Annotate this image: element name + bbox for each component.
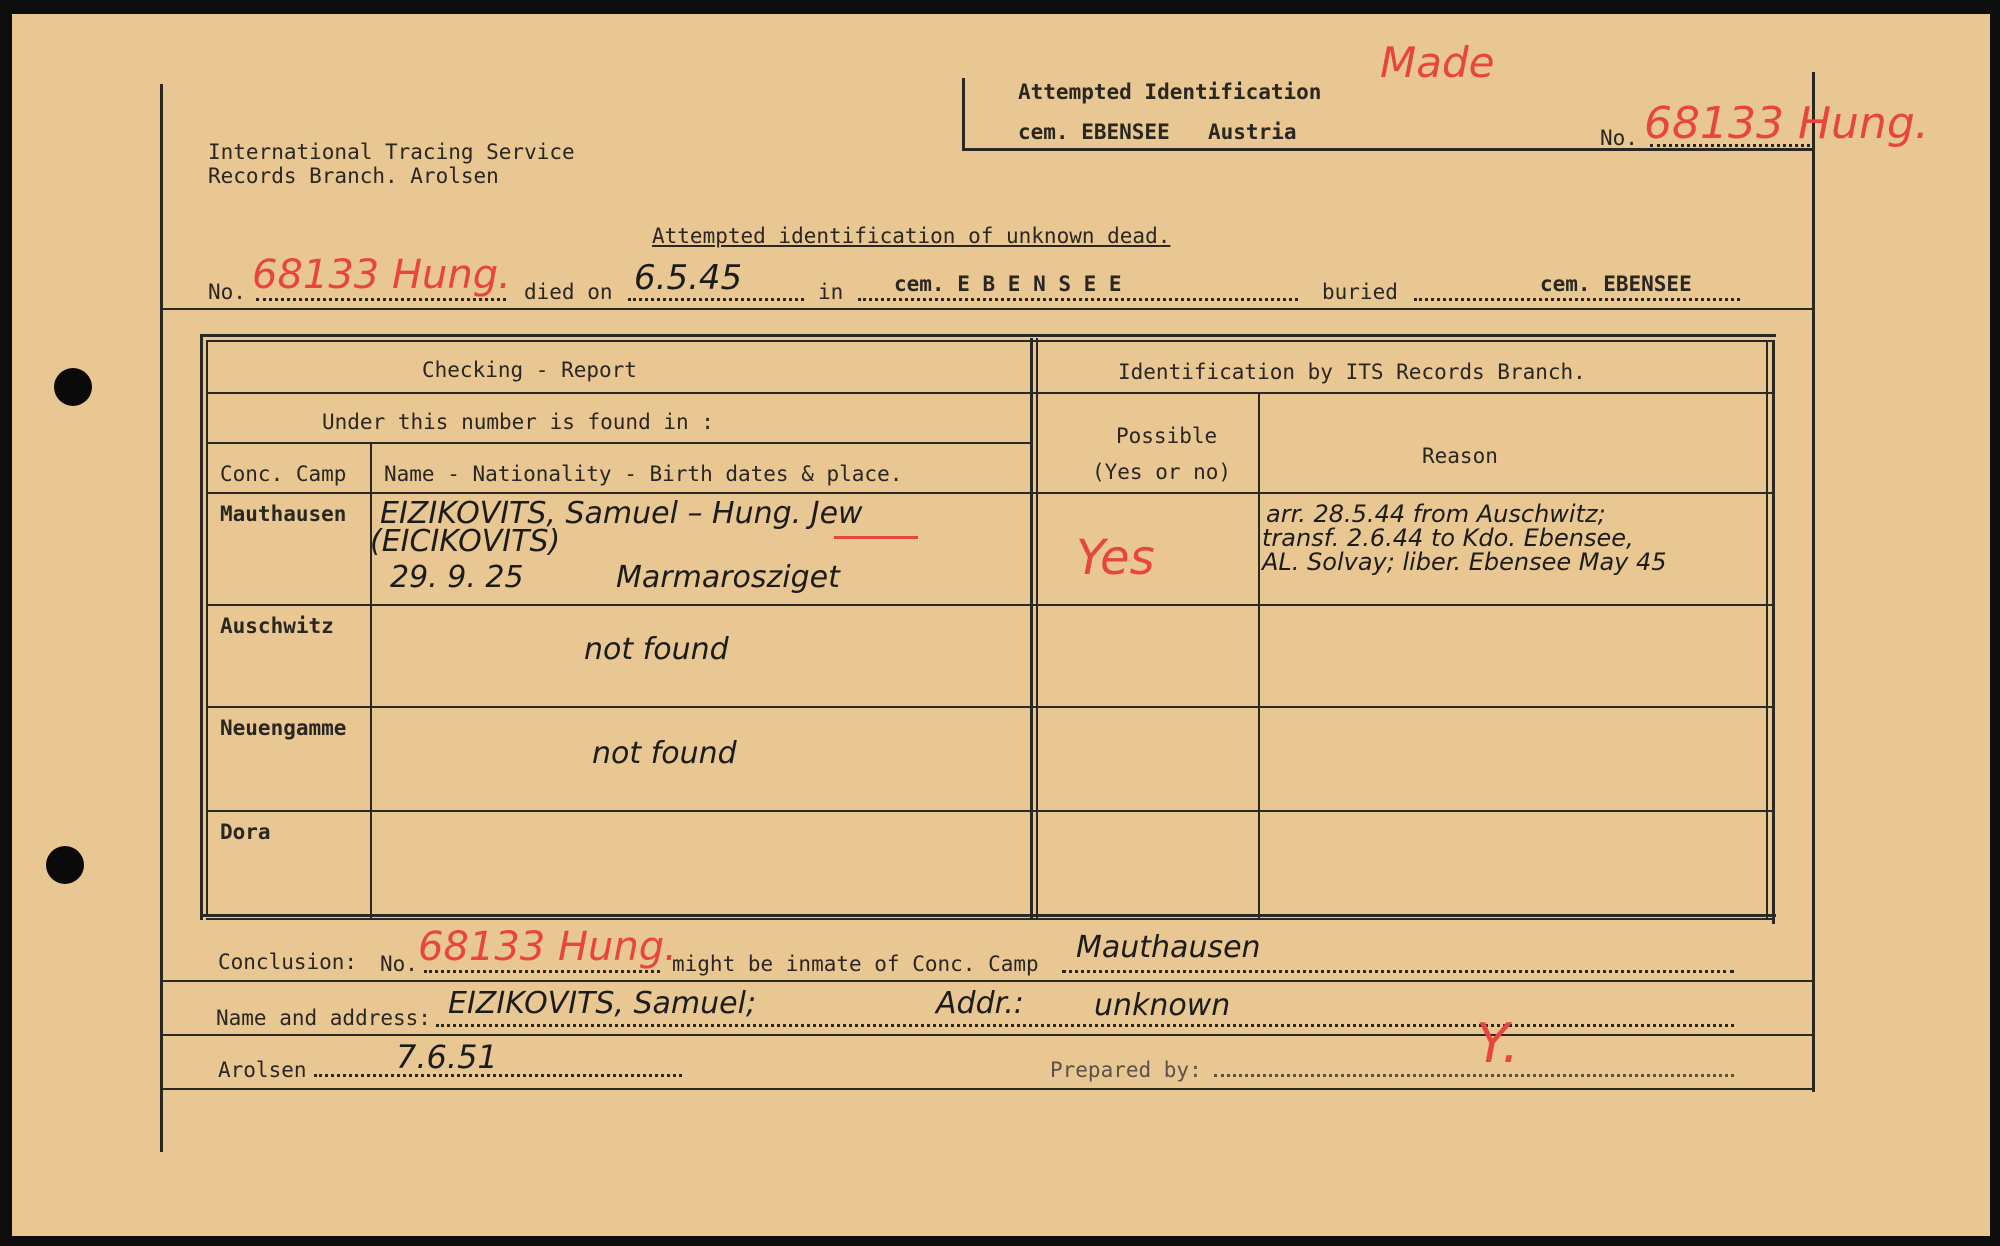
- conclusion-rule: [162, 980, 1814, 982]
- in-label: in: [818, 280, 844, 304]
- made-annotation: Made: [1380, 38, 1495, 87]
- prepared-dots: [1214, 1074, 1734, 1077]
- name-value: EIZIKOVITS, Samuel;: [448, 986, 757, 1021]
- conclusion-no-dots: [424, 970, 660, 973]
- checking-report-header: Checking - Report: [422, 358, 637, 382]
- place-label: Arolsen: [218, 1058, 307, 1082]
- name-address-dots: [436, 1024, 1734, 1027]
- conclusion-text: might be inmate of Conc. Camp: [672, 952, 1039, 976]
- buried-label: buried: [1322, 280, 1398, 304]
- table-row-reason-2: transf. 2.6.44 to Kdo. Ebensee,: [1262, 524, 1634, 552]
- table-row-camp: Auschwitz: [220, 614, 334, 638]
- col-name-header: Name - Nationality - Birth dates & place.: [384, 462, 903, 486]
- table-row-reason-1: arr. 28.5.44 from Auschwitz;: [1266, 500, 1606, 528]
- table-row-alias: (EICIKOVITS): [370, 524, 561, 559]
- buried-dots: [1414, 298, 1740, 301]
- id-box-country: Austria: [1208, 120, 1297, 144]
- form-title: Attempted identification of unknown dead.: [652, 224, 1171, 248]
- punch-hole-bottom: [46, 846, 84, 884]
- prepared-initial: Y.: [1476, 1012, 1520, 1075]
- id-box-cem: cem. EBENSEE: [1018, 120, 1170, 144]
- prepared-label: Prepared by:: [1050, 1058, 1202, 1082]
- right-frame-line: [1812, 72, 1815, 1092]
- col-possible-header: Possible: [1116, 424, 1218, 448]
- table-row-camp: Neuengamme: [220, 716, 347, 740]
- found-in-header: Under this number is found in :: [322, 410, 714, 434]
- punch-hole-top: [54, 368, 92, 406]
- death-no-value: 68133 Hung.: [252, 252, 511, 298]
- table-row-name: EIZIKOVITS, Samuel – Hung. Jew: [380, 496, 863, 531]
- conclusion-label: Conclusion:: [218, 950, 358, 974]
- footer-rule: [162, 1088, 1814, 1090]
- date-dots: [314, 1074, 682, 1077]
- table-row-result: not found: [584, 632, 729, 667]
- left-margin-line: [160, 84, 163, 1152]
- date-value: 7.6.51: [396, 1038, 498, 1076]
- table-row-reason-3: AL. Solvay; liber. Ebensee May 45: [1262, 548, 1667, 576]
- header-no-label: No.: [1600, 126, 1638, 150]
- addr-value: unknown: [1094, 988, 1231, 1023]
- died-label: died on: [524, 280, 613, 304]
- org-name: International Tracing Service: [208, 140, 575, 164]
- col-camp-header: Conc. Camp: [220, 462, 347, 486]
- col-reason-header: Reason: [1422, 444, 1498, 468]
- conclusion-camp-dots: [1062, 970, 1734, 973]
- name-address-label: Name and address:: [216, 1006, 431, 1030]
- table-row-result: not found: [592, 736, 737, 771]
- in-value: cem. E B E N S E E: [894, 272, 1122, 296]
- died-dots: [628, 298, 804, 301]
- hung-underline: [834, 536, 918, 539]
- table-row-camp: Mauthausen: [220, 502, 347, 526]
- col-possible-sub: (Yes or no): [1092, 460, 1232, 484]
- death-line-rule: [162, 308, 1814, 310]
- name-address-rule: [162, 1034, 1814, 1036]
- death-no-dots: [256, 298, 506, 301]
- addr-label: Addr.:: [936, 986, 1024, 1021]
- table-row-possible: Yes: [1076, 530, 1155, 586]
- table-row-birth-date: 29. 9. 25: [390, 560, 524, 595]
- conclusion-no-value: 68133 Hung.: [418, 924, 677, 970]
- died-value: 6.5.45: [634, 258, 743, 298]
- id-box-left: [962, 78, 965, 150]
- org-branch: Records Branch. Arolsen: [208, 164, 499, 188]
- conclusion-no-label: No.: [380, 952, 418, 976]
- table-row-birth-place: Marmarosziget: [616, 560, 840, 595]
- table-row-camp: Dora: [220, 820, 271, 844]
- in-dots: [858, 298, 1298, 301]
- buried-value: cem. EBENSEE: [1540, 272, 1692, 296]
- conclusion-camp-value: Mauthausen: [1076, 930, 1261, 965]
- identification-header: Identification by ITS Records Branch.: [1118, 360, 1586, 384]
- id-box-title: Attempted Identification: [1018, 80, 1322, 104]
- header-no-value: 68133 Hung.: [1644, 98, 1929, 149]
- death-no-label: No.: [208, 280, 246, 304]
